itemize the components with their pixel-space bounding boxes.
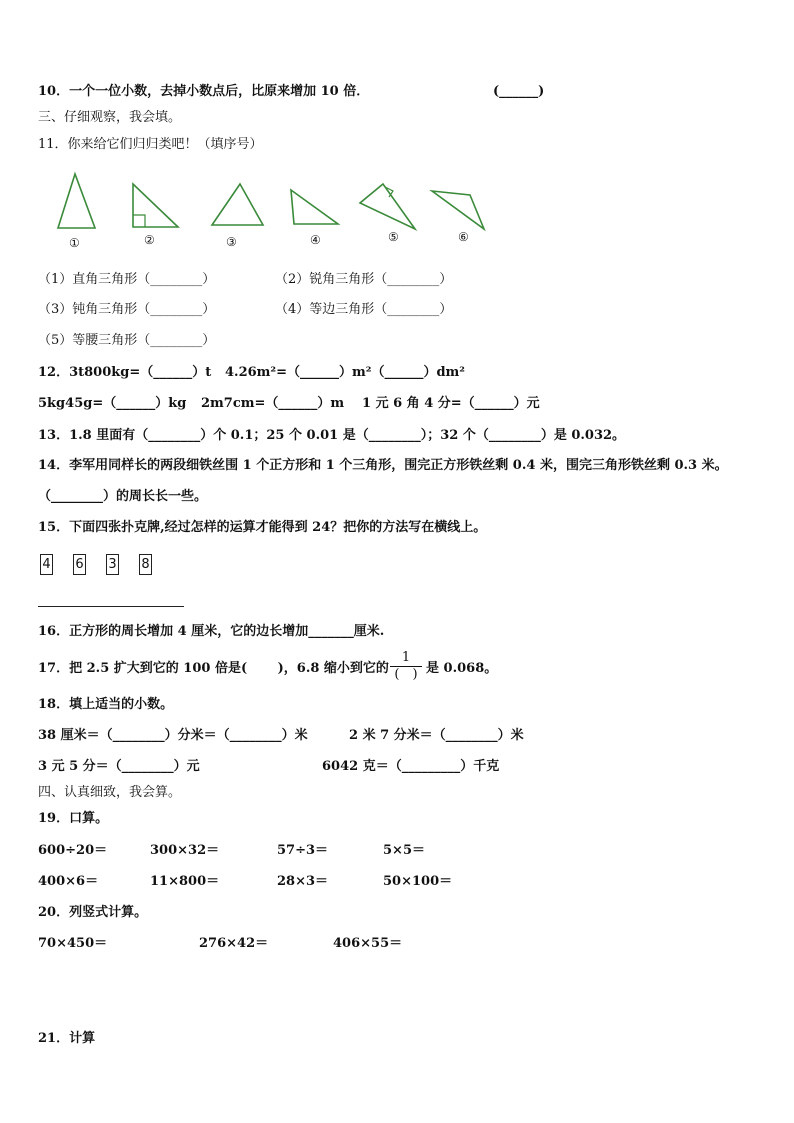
q18-line2-b[interactable]: 6042 克＝（_________）千克 xyxy=(322,759,500,774)
q14-line2[interactable]: （________）的周长长一些。 xyxy=(38,489,208,504)
q19-item-6[interactable]: 11×800＝ xyxy=(150,874,220,889)
triangle-3-equilateral xyxy=(212,184,263,225)
section-3-heading: 三、仔细观察，我会填。 xyxy=(38,110,182,125)
q11-acute-triangle-answer[interactable]: （2）锐角三角形（________） xyxy=(275,272,453,287)
triangles-figure xyxy=(40,166,500,250)
q11-title: 11．你来给它们归归类吧！（填序号） xyxy=(38,137,263,152)
q11-equilateral-triangle-answer[interactable]: （4）等边三角形（________） xyxy=(275,302,453,317)
q19-item-8[interactable]: 50×100＝ xyxy=(383,874,453,889)
q17-fraction-numerator: 1 xyxy=(401,650,411,665)
shape-label-4: ④ xyxy=(310,233,321,247)
q20-item-3[interactable]: 406×55＝ xyxy=(333,936,403,951)
triangle-4-obtuse xyxy=(291,190,338,224)
q19-title: 19．口算。 xyxy=(38,811,109,826)
q12-line2-b[interactable]: 2m7cm=（______）m xyxy=(201,396,345,411)
q12-line1-b[interactable]: 4.26m²=（______）m²（______）dm² xyxy=(225,365,465,380)
q20-item-1[interactable]: 70×450＝ xyxy=(38,936,108,951)
q18-title: 18．填上适当的小数。 xyxy=(38,697,174,712)
right-angle-mark-2 xyxy=(133,215,145,227)
q21-title: 21．计算 xyxy=(38,1031,96,1046)
triangle-5-right xyxy=(360,184,415,229)
q19-item-3[interactable]: 57÷3＝ xyxy=(277,843,329,858)
q17-text-before[interactable]: 17．把 2.5 扩大到它的 100 倍是( )，6.8 缩小到它的 xyxy=(38,661,389,676)
q19-item-4[interactable]: 5×5＝ xyxy=(383,843,425,858)
shape-label-3: ③ xyxy=(226,235,237,249)
q19-item-2[interactable]: 300×32＝ xyxy=(150,843,220,858)
triangle-2-right xyxy=(133,184,178,227)
poker-card-4: 4 xyxy=(40,554,53,575)
q20-item-2[interactable]: 276×42＝ xyxy=(199,936,269,951)
q19-item-5[interactable]: 400×6＝ xyxy=(38,874,99,889)
q11-right-triangle-answer[interactable]: （1）直角三角形（________） xyxy=(38,272,216,287)
q18-line2-a[interactable]: 3 元 5 分＝（________）元 xyxy=(38,759,200,774)
q11-isosceles-triangle-answer[interactable]: （5）等腰三角形（________） xyxy=(38,333,216,348)
q17-fraction xyxy=(390,651,422,682)
q16-text[interactable]: 16．正方形的周长增加 4 厘米，它的边长增加_______厘米. xyxy=(38,624,385,639)
q14-line1: 14．李军用同样长的两段细铁丝围 1 个正方形和 1 个三角形，围完正方形铁丝剩 0.4 米，围完三角形铁丝剩 0.3 米。 xyxy=(38,458,728,473)
triangle-6-obtuse xyxy=(432,191,484,229)
section-4-heading: 四、认真细致，我会算。 xyxy=(38,785,182,800)
triangle-1 xyxy=(58,174,95,228)
q15-answer-line[interactable] xyxy=(38,606,184,607)
poker-card-3: 3 xyxy=(106,554,119,575)
q17-fraction-denominator[interactable]: ( ) xyxy=(394,667,418,682)
q18-line1-a[interactable]: 38 厘米＝（________）分米＝（________）米 xyxy=(38,728,308,743)
poker-card-6: 6 xyxy=(73,554,86,575)
q17-text-after: 是 0.068。 xyxy=(426,661,498,676)
q10-text: 10．一个一位小数，去掉小数点后，比原来增加 10 倍． xyxy=(38,84,370,99)
poker-card-8: 8 xyxy=(139,554,152,575)
q20-title: 20．列竖式计算。 xyxy=(38,905,148,920)
q19-item-1[interactable]: 600÷20＝ xyxy=(38,843,108,858)
q15-text: 15．下面四张扑克牌,经过怎样的运算才能得到 24？把你的方法写在横线上。 xyxy=(38,520,487,535)
q13-text[interactable]: 13．1.8 里面有（________）个 0.1；25 个 0.01 是（________）；32 个（________）是 0.032。 xyxy=(38,428,626,443)
q12-line2-c[interactable]: 1 元 6 角 4 分=（______）元 xyxy=(362,396,540,411)
shape-label-1: ① xyxy=(69,236,80,250)
q19-item-7[interactable]: 28×3＝ xyxy=(277,874,329,889)
q11-obtuse-triangle-answer[interactable]: （3）钝角三角形（________） xyxy=(38,302,216,317)
q12-line2-a[interactable]: 5kg45g=（______）kg xyxy=(38,396,187,411)
q18-line1-b[interactable]: 2 米 7 分米＝（________）米 xyxy=(349,728,524,743)
shape-label-6: ⑥ xyxy=(458,230,469,244)
shape-label-5: ⑤ xyxy=(388,230,399,244)
q12-line1-a[interactable]: 12．3t800kg=（______）t xyxy=(38,365,212,380)
shape-label-2: ② xyxy=(144,233,155,247)
q10-blank[interactable]: (______) xyxy=(493,84,545,99)
